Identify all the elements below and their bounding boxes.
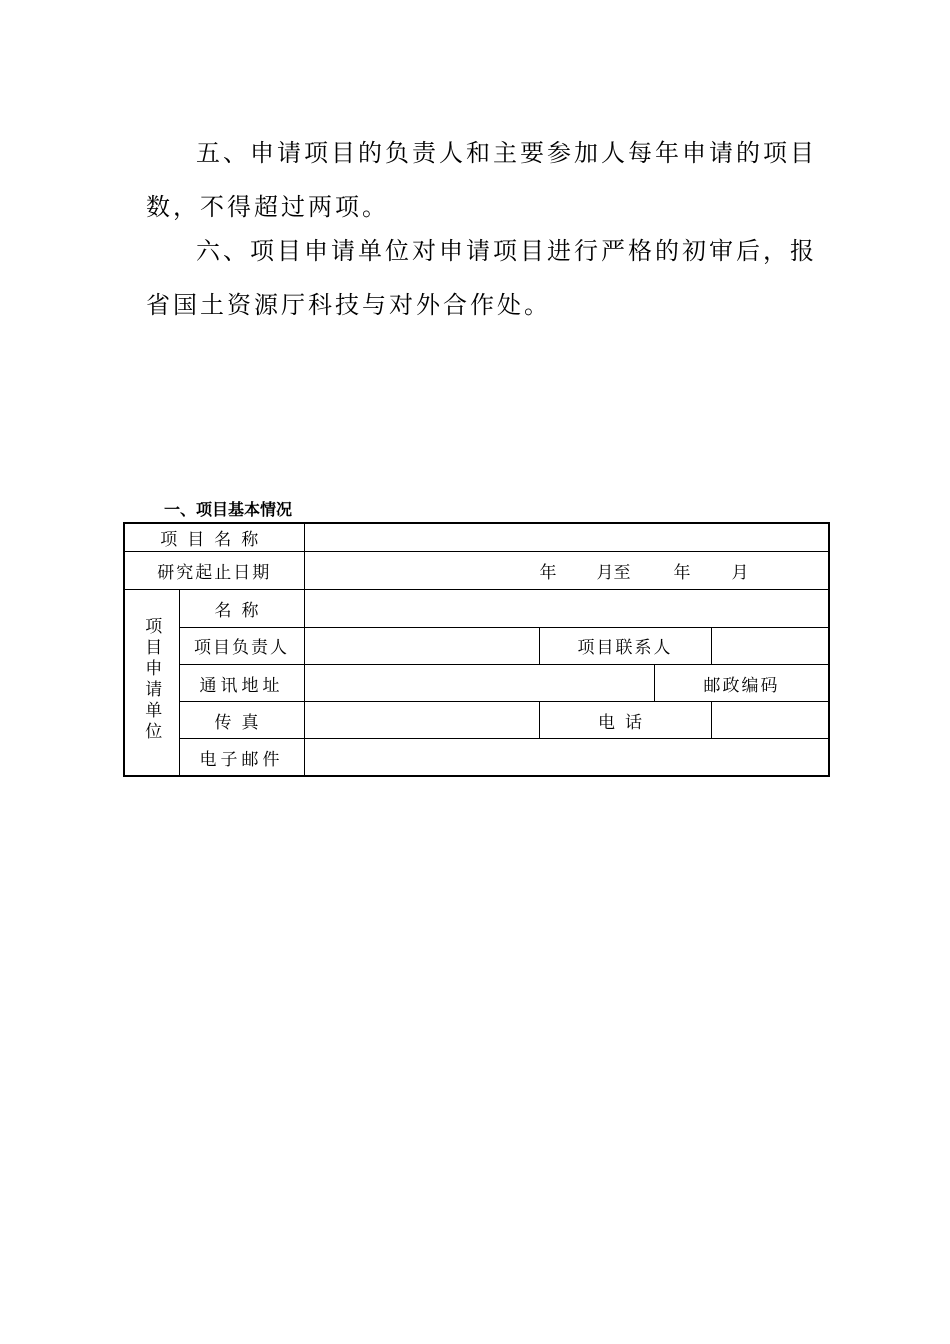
paragraph-item-6 [146, 224, 817, 332]
table-row [124, 551, 829, 589]
paragraph-line: 数，不得超过两项。 [146, 193, 389, 221]
paragraph-line: 省国土资源厅科技与对外合作处。 [146, 291, 551, 319]
mailing-address-label: 通讯地址 [179, 665, 304, 702]
table-row [124, 702, 829, 739]
email-label: 电子邮件 [179, 739, 304, 776]
phone-field[interactable] [711, 702, 829, 739]
period-year-start: 年 [539, 562, 557, 583]
period-year-end: 年 [673, 562, 691, 583]
section-heading: 一、项目基本情况 [164, 500, 293, 519]
mailing-address-field[interactable] [304, 665, 654, 702]
research-period-field[interactable] [304, 551, 829, 589]
table-row [124, 665, 829, 702]
project-leader-field[interactable] [304, 627, 539, 664]
paragraph-line: 六、项目申请单位对申请项目进行严格的初审后，报 [196, 237, 817, 265]
table-row [124, 627, 829, 664]
paragraph-item-5 [146, 126, 817, 234]
paragraph-line: 五、申请项目的负责人和主要参加人每年申请的项目 [196, 139, 817, 167]
fax-label: 传真 [179, 702, 304, 739]
applicant-unit-label-cell [124, 589, 179, 776]
email-field[interactable] [304, 739, 829, 776]
period-month-to: 月至 [596, 562, 631, 583]
research-period-label: 研究起止日期 [124, 551, 304, 589]
project-contact-field[interactable] [711, 627, 829, 664]
phone-label: 电话 [539, 702, 711, 739]
unit-name-field[interactable] [304, 589, 829, 627]
table-row [124, 739, 829, 776]
period-month-end: 月 [731, 562, 749, 583]
project-leader-label: 项目负责人 [179, 627, 304, 664]
project-info-table [123, 522, 830, 777]
table-row [124, 523, 829, 551]
applicant-unit-label: 项目申请单位 [141, 616, 162, 743]
project-name-field[interactable] [304, 523, 829, 551]
postcode-label: 邮政编码 [654, 665, 829, 702]
table-row [124, 589, 829, 627]
project-name-label: 项目名称 [124, 523, 304, 551]
project-contact-label: 项目联系人 [539, 627, 711, 664]
unit-name-label: 名称 [179, 589, 304, 627]
fax-field[interactable] [304, 702, 539, 739]
